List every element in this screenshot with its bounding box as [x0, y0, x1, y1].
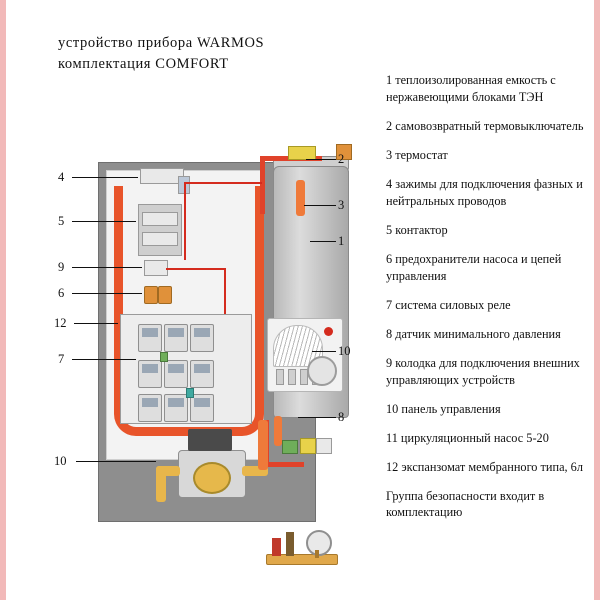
- pipe-orange-vertical: [296, 180, 305, 216]
- callout-right-3: 3: [338, 198, 345, 212]
- fuse-control-circuit: [158, 286, 172, 304]
- power-relay: [138, 360, 162, 388]
- callout-left-4: 4: [58, 170, 65, 184]
- callout-left-10: 10: [54, 454, 67, 468]
- leader-right-2: [306, 159, 336, 160]
- pump-return-pipe: [156, 466, 166, 502]
- leader-right-1: [310, 241, 336, 242]
- callout-left-9: 9: [58, 260, 65, 274]
- pressure-sensor-green: [282, 440, 298, 454]
- pressure-sensor-yellow: [300, 438, 316, 454]
- power-relay: [138, 394, 162, 422]
- leader-left-10: [76, 461, 156, 462]
- air-vent: [286, 532, 294, 556]
- panel-switch[interactable]: [276, 369, 284, 385]
- power-relay: [164, 324, 188, 352]
- legend-item: Группа безопасности входит в комплектацию: [386, 488, 545, 520]
- legend-item: 1 теплоизолированная емкость с нержавеющими блоками ТЭН: [386, 73, 556, 104]
- wire-top: [184, 182, 262, 184]
- leader-left-7: [72, 359, 136, 360]
- page-right-border: [594, 0, 600, 600]
- panel-switch[interactable]: [288, 369, 296, 385]
- sensor-pipe: [274, 416, 282, 446]
- legend-item: 5 контактор: [386, 222, 448, 237]
- legend-item: 11 циркуляционный насос 5-20: [386, 430, 549, 445]
- callout-right-2: 2: [338, 152, 345, 166]
- page-left-border: [0, 0, 6, 600]
- legend-item: 10 панель управления: [386, 401, 501, 416]
- power-relay: [190, 324, 214, 352]
- legend-item: 12 экспанзомат мембранного типа, 6л: [386, 459, 583, 474]
- external-control-terminal: [144, 260, 168, 276]
- relay-marker-teal: [186, 388, 194, 398]
- leader-left-5: [72, 221, 136, 222]
- callout-right-1: 1: [338, 234, 345, 248]
- legend-item: 3 термостат: [386, 147, 448, 162]
- power-relay: [164, 394, 188, 422]
- legend-item: 4 зажимы для подключения фазных и нейтральных проводов: [386, 176, 583, 208]
- safety-valve-red: [272, 538, 281, 556]
- callout-right-8: 8: [338, 410, 345, 424]
- contactor-bottom-detail: [142, 232, 178, 246]
- circulation-pump: [178, 450, 246, 498]
- leader-left-12: [74, 323, 118, 324]
- callout-left-12: 12: [54, 316, 67, 330]
- power-relay: [190, 360, 214, 388]
- legend-list: [386, 72, 591, 533]
- pipe-lower-red-horizontal: [264, 462, 304, 467]
- leader-right-10: [312, 351, 336, 352]
- leader-left-6: [72, 293, 142, 294]
- flow-pipe-orange: [258, 420, 268, 470]
- contactor-top-detail: [142, 212, 178, 226]
- control-panel[interactable]: [267, 318, 343, 392]
- legend-item: 2 самовозвратный термовыключатель: [386, 118, 584, 133]
- min-pressure-sensor: [316, 438, 332, 454]
- power-relay: [138, 324, 162, 352]
- safety-group-illustration: [262, 528, 338, 574]
- leader-right-3: [304, 205, 336, 206]
- leader-left-4: [72, 177, 138, 178]
- legend-item: 9 колодка для подключения внешних управляющих устройств: [386, 355, 580, 387]
- gauge-stem: [315, 550, 319, 558]
- legend-item: 7 система силовых реле: [386, 297, 511, 312]
- pipe-down-red: [260, 156, 265, 214]
- power-relay: [190, 394, 214, 422]
- wire-mid: [166, 268, 226, 270]
- boiler-diagram: [54, 120, 380, 540]
- relay-marker-green: [160, 352, 168, 362]
- wire-down: [184, 182, 186, 260]
- pump-head: [193, 462, 231, 494]
- wire-mid-down: [224, 268, 226, 314]
- callout-left-5: 5: [58, 214, 65, 228]
- page-title: устройство прибора WARMOS комплектация COMFORT: [58, 35, 265, 73]
- legend-item: 6 предохранители насоса и цепей управления: [386, 251, 562, 283]
- indicator-led: [324, 327, 333, 336]
- terminal-block-yellow: [288, 146, 316, 160]
- leader-right-8: [298, 417, 336, 418]
- legend-item: 8 датчик минимального давления: [386, 326, 561, 341]
- callout-right-10: 10: [338, 344, 351, 358]
- control-knob[interactable]: [307, 356, 337, 386]
- pressure-gauge-icon: [306, 530, 332, 556]
- leader-left-9: [72, 267, 142, 268]
- power-relay: [164, 360, 188, 388]
- fuse-pump: [144, 286, 158, 304]
- callout-left-6: 6: [58, 286, 65, 300]
- pump-terminal-box: [188, 429, 232, 451]
- callout-left-7: 7: [58, 352, 65, 366]
